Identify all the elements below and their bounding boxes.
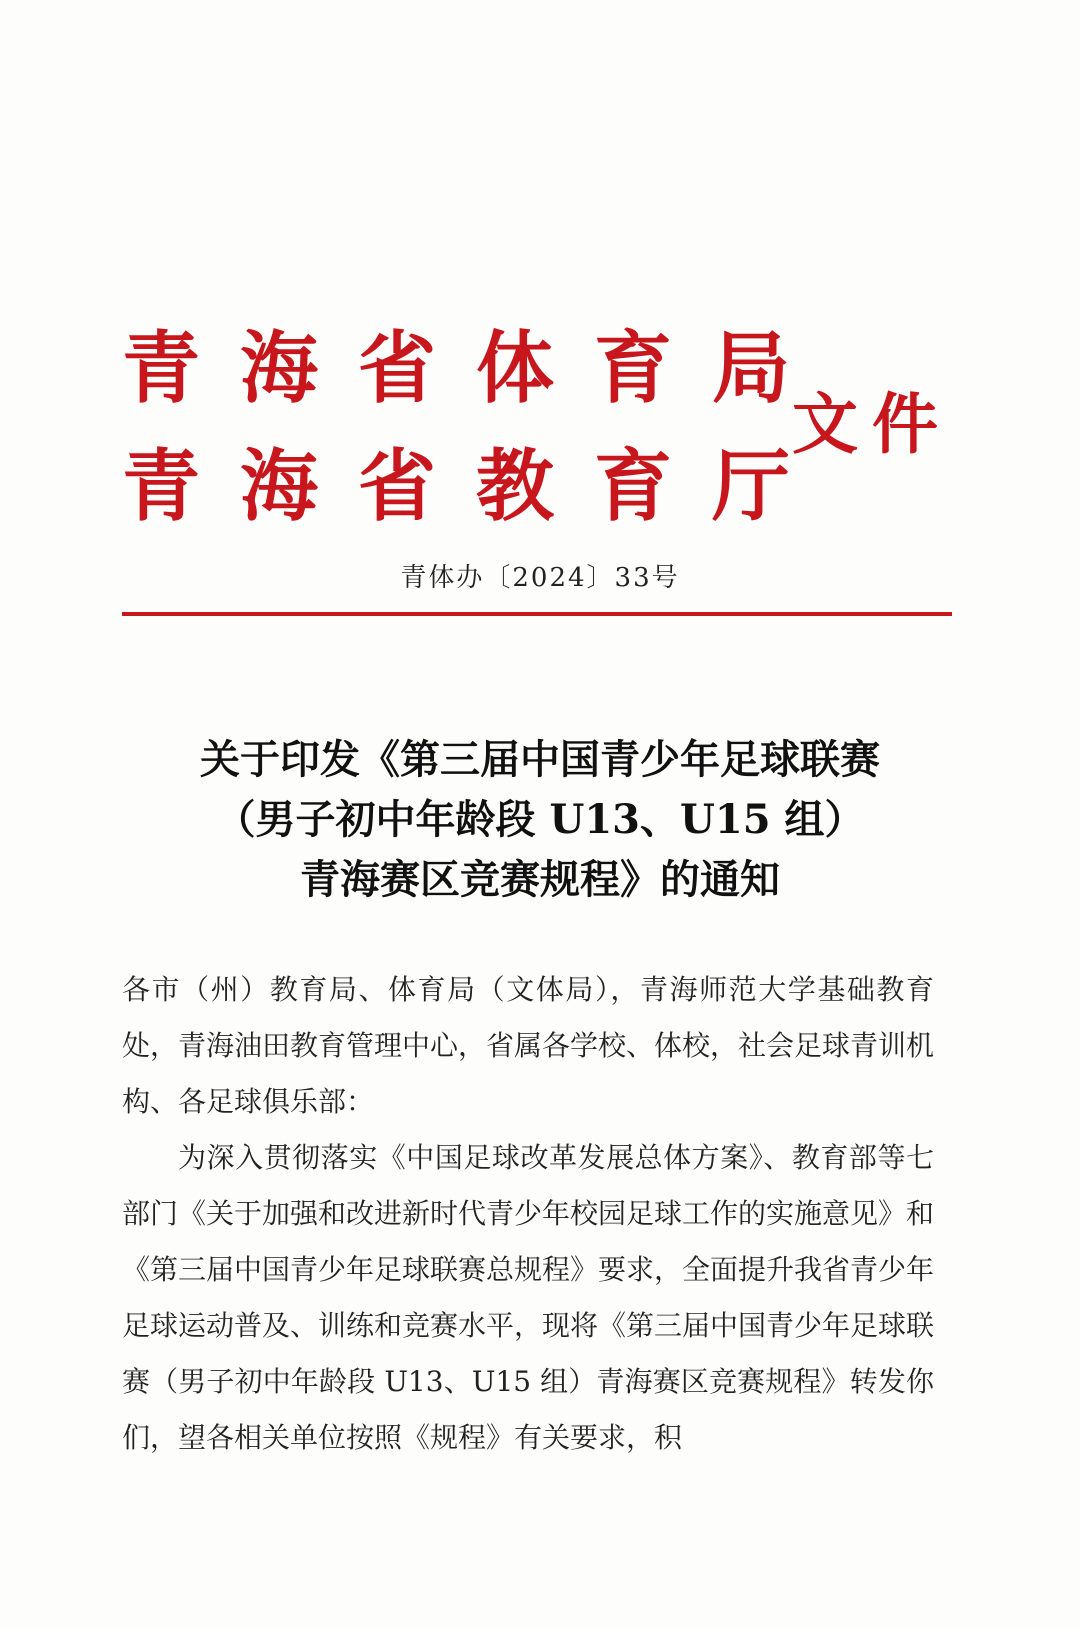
document-body	[122, 962, 934, 1466]
red-divider-line	[122, 612, 952, 616]
masthead-org-education-dept: 青海省教育厅	[122, 442, 831, 532]
document-title	[0, 730, 1080, 910]
body-paragraph: 为深入贯彻落实《中国足球改革发展总体方案》、教育部等七部门《关于加强和改进新时代青少年校园足球工作的实施意见》和《第三届中国青少年足球联赛总规程》要求，全面提升我省青少年足球运动普及、训练和竞赛水平，现将《第三届中国青少年足球联赛（男子初中年龄段 U13、U15 组）青海赛区竞赛规程》转发你们，望各相关单位按照《规程》有关要求，积	[122, 1141, 935, 1454]
masthead-document-label: 文件	[792, 386, 952, 463]
recipients-paragraph: 各市（州）教育局、体育局（文体局），青海师范大学基础教育处，青海油田教育管理中心，省属各学校、体校，社会足球青训机构、各足球俱乐部：	[122, 973, 935, 1118]
title-line-2: （男子初中年龄段 U13、U15 组）	[215, 796, 865, 843]
title-line-1: 关于印发《第三届中国青少年足球联赛	[200, 736, 880, 783]
title-line-3: 青海赛区竞赛规程》的通知	[300, 856, 780, 903]
document-number: 青体办〔2024〕33号	[400, 563, 680, 593]
masthead-org-sports-bureau: 青海省体育局	[122, 324, 831, 414]
